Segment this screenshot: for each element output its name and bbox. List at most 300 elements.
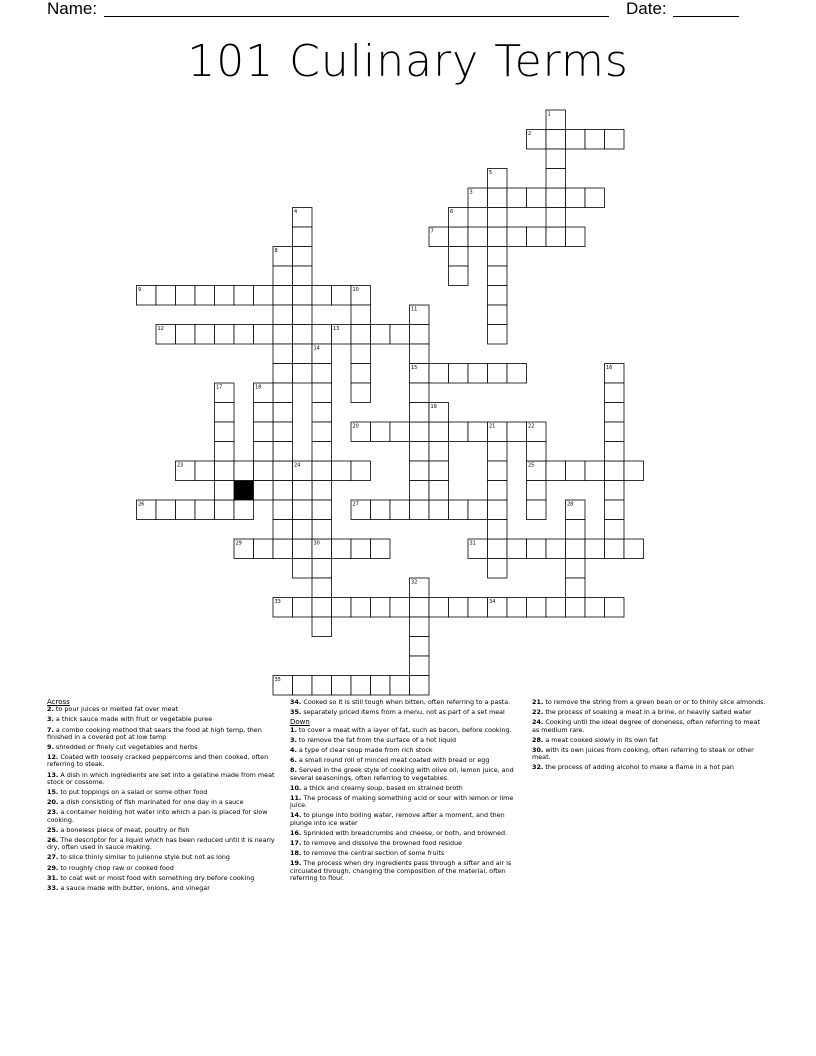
grid-cell[interactable] — [566, 520, 586, 540]
grid-cell[interactable] — [371, 598, 391, 618]
grid-cell[interactable] — [273, 364, 293, 384]
grid-cell[interactable] — [254, 461, 274, 481]
grid-cell[interactable] — [546, 461, 566, 481]
clue-item — [290, 860, 518, 882]
grid-cell[interactable] — [273, 500, 293, 520]
grid-cell[interactable] — [293, 364, 313, 384]
grid-cell[interactable] — [312, 442, 332, 462]
clue-item — [47, 827, 275, 834]
grid-cell[interactable] — [410, 481, 430, 501]
grid-cell[interactable] — [273, 325, 293, 345]
grid-cell[interactable] — [390, 676, 410, 696]
grid-clue-number: 29 — [235, 540, 242, 547]
grid-cell[interactable] — [332, 461, 352, 481]
grid-cell[interactable] — [605, 130, 625, 150]
grid-cell[interactable] — [585, 188, 605, 208]
clue-number: 21. — [532, 698, 544, 706]
grid-cell[interactable] — [488, 442, 508, 462]
clues-column-2 — [290, 699, 518, 885]
grid-cell[interactable] — [566, 539, 586, 559]
grid-cell[interactable] — [215, 500, 235, 520]
grid-cell[interactable] — [312, 461, 332, 481]
grid-cell[interactable] — [488, 500, 508, 520]
grid-cell[interactable] — [605, 442, 625, 462]
grid-cell[interactable] — [273, 442, 293, 462]
grid-cell[interactable] — [624, 539, 644, 559]
clue-item — [47, 809, 275, 823]
grid-cell[interactable] — [488, 520, 508, 540]
grid-clue-number: 8 — [274, 248, 278, 254]
grid-clue-number: 27 — [352, 501, 359, 508]
grid-cell[interactable] — [507, 364, 527, 384]
grid-cell[interactable] — [488, 286, 508, 306]
clue-text: to coat wet or moist food with something dry before cooking — [58, 873, 255, 882]
grid-cell[interactable] — [488, 188, 508, 208]
grid-cell[interactable] — [371, 539, 391, 559]
clue-item — [290, 812, 518, 826]
grid-cell[interactable] — [429, 481, 449, 501]
grid-cell[interactable] — [273, 461, 293, 481]
grid-cell[interactable] — [507, 227, 527, 247]
grid-clue-number: 35 — [274, 677, 281, 683]
clue-item — [47, 885, 275, 892]
grid-cell[interactable] — [605, 539, 625, 559]
grid-cell[interactable] — [351, 325, 371, 345]
grid-cell[interactable] — [293, 559, 313, 579]
grid-cell[interactable] — [585, 598, 605, 618]
grid-cell[interactable] — [293, 344, 313, 364]
grid-cell[interactable] — [254, 481, 274, 501]
clue-number: 14. — [290, 811, 302, 820]
grid-cell[interactable] — [488, 247, 508, 267]
clues-column-1 — [47, 699, 275, 895]
grid-cell[interactable] — [293, 286, 313, 306]
grid-clue-number: 13 — [333, 326, 340, 332]
clue-item — [47, 865, 275, 872]
clue-text: to remove and dissolve the browned food residue — [301, 839, 463, 848]
clue-text: a boneless piece of meat, poultry or fish — [58, 825, 190, 834]
grid-cell[interactable] — [527, 481, 547, 501]
grid-cell[interactable] — [176, 286, 196, 306]
grid-cell[interactable] — [585, 130, 605, 150]
grid-cell[interactable] — [312, 325, 332, 345]
grid-cell[interactable] — [605, 403, 625, 423]
grid-cell[interactable] — [273, 481, 293, 501]
grid-cell[interactable] — [488, 266, 508, 286]
grid-cell[interactable] — [566, 598, 586, 618]
grid-cell[interactable] — [585, 461, 605, 481]
clue-item — [290, 767, 518, 781]
grid-cell[interactable] — [488, 227, 508, 247]
grid-cell[interactable] — [312, 617, 332, 637]
grid-cell[interactable] — [293, 247, 313, 267]
grid-cell[interactable] — [468, 500, 488, 520]
grid-clue-number: 5 — [489, 170, 493, 176]
grid-cell[interactable] — [234, 461, 254, 481]
grid-cell[interactable] — [605, 500, 625, 520]
grid-cell[interactable] — [195, 286, 215, 306]
grid-cell[interactable] — [273, 286, 293, 306]
clue-text: to pour juices or melted fat over meat — [53, 705, 179, 714]
grid-clue-number: 21 — [489, 423, 496, 430]
grid-cell[interactable] — [527, 500, 547, 520]
grid-cell[interactable] — [468, 598, 488, 618]
grid-clue-number: 24 — [294, 462, 301, 469]
clue-text: with its own juices from cooking, often referring to steak or other meat. — [532, 746, 754, 762]
grid-cell[interactable] — [468, 364, 488, 384]
grid-cell[interactable] — [293, 598, 313, 618]
grid-cell[interactable] — [195, 461, 215, 481]
grid-clue-number: 19 — [430, 404, 437, 410]
grid-cell[interactable] — [624, 461, 644, 481]
clue-text: a meat cooked slowly in its own fat — [543, 735, 658, 744]
grid-clue-number: 9 — [138, 287, 142, 293]
grid-cell[interactable] — [410, 676, 430, 696]
clue-number: 22. — [532, 708, 544, 717]
grid-cell[interactable] — [351, 383, 371, 403]
grid-cell[interactable] — [293, 266, 313, 286]
grid-cell[interactable] — [312, 676, 332, 696]
clue-text: a type of clear soup made from rich stock — [296, 746, 433, 755]
grid-cell[interactable] — [390, 598, 410, 618]
grid-clue-number: 15 — [411, 365, 418, 371]
date-label: Date: — [626, 0, 667, 18]
grid-cell[interactable] — [507, 188, 527, 208]
grid-cell[interactable] — [527, 539, 547, 559]
grid-cell[interactable] — [605, 461, 625, 481]
grid-cell[interactable] — [390, 325, 410, 345]
clue-text: Cooked so it is still tough when bitten, often referring to a pasta. — [301, 698, 511, 706]
clue-number: 29. — [47, 863, 59, 872]
grid-clue-number: 23 — [177, 462, 184, 469]
grid-cell[interactable] — [429, 422, 449, 442]
grid-cell[interactable] — [546, 208, 566, 228]
grid-cell[interactable] — [410, 403, 430, 423]
grid-cell[interactable] — [312, 559, 332, 579]
clue-item — [290, 850, 518, 857]
grid-cell[interactable] — [215, 286, 235, 306]
grid-cell[interactable] — [273, 266, 293, 286]
grid-cell[interactable] — [351, 344, 371, 364]
clue-number: 26. — [47, 836, 59, 845]
grid-cell[interactable] — [293, 539, 313, 559]
grid-clue-number: 22 — [528, 423, 535, 430]
grid-cell[interactable] — [605, 520, 625, 540]
clue-number: 23. — [47, 808, 59, 817]
grid-cell[interactable] — [312, 578, 332, 598]
clue-text: a container holding hot water into which a pan is placed for slow cooking. — [47, 808, 268, 824]
grid-cell[interactable] — [215, 461, 235, 481]
grid-cell[interactable] — [312, 383, 332, 403]
grid-cell[interactable] — [527, 227, 547, 247]
grid-cell[interactable] — [410, 656, 430, 676]
grid-cell[interactable] — [410, 598, 430, 618]
clue-number: 27. — [47, 853, 59, 862]
grid-cell[interactable] — [215, 403, 235, 423]
grid-cell[interactable] — [546, 227, 566, 247]
grid-cell[interactable] — [390, 422, 410, 442]
grid-cell[interactable] — [215, 481, 235, 501]
grid-clue-number: 31 — [469, 540, 476, 547]
clue-item — [290, 727, 518, 734]
clue-text: a sauce made with butter, onions, and vinegar — [58, 884, 210, 893]
grid-cell[interactable] — [410, 442, 430, 462]
grid-clue-number: 12 — [157, 326, 164, 332]
grid-cell[interactable] — [449, 266, 469, 286]
grid-cell[interactable] — [488, 539, 508, 559]
grid-cell[interactable] — [234, 286, 254, 306]
grid-cell[interactable] — [293, 305, 313, 325]
grid-cell[interactable] — [371, 325, 391, 345]
grid-cell[interactable] — [566, 188, 586, 208]
clue-number: 33. — [47, 884, 59, 893]
grid-cell[interactable] — [566, 461, 586, 481]
grid-cell[interactable] — [351, 364, 371, 384]
clue-text: separately priced items from a menu, not as part of a set meal — [301, 708, 505, 717]
grid-cell[interactable] — [351, 598, 371, 618]
grid-cell[interactable] — [176, 325, 196, 345]
grid-cell[interactable] — [605, 481, 625, 501]
grid-cell[interactable] — [410, 617, 430, 637]
grid-cell[interactable] — [312, 364, 332, 384]
clue-number: 9. — [47, 743, 54, 752]
clue-item — [290, 785, 518, 792]
clue-text: a thick and creamy soup, based on strained broth — [301, 783, 463, 792]
grid-clue-number: 14 — [313, 345, 320, 352]
grid-cell[interactable] — [215, 325, 235, 345]
grid-cell[interactable] — [273, 344, 293, 364]
grid-cell[interactable] — [332, 286, 352, 306]
grid-cell[interactable] — [527, 442, 547, 462]
grid-cell[interactable] — [488, 305, 508, 325]
grid-cell[interactable] — [293, 676, 313, 696]
clue-number: 10. — [290, 783, 302, 792]
grid-cell[interactable] — [429, 442, 449, 462]
clue-number: 8. — [290, 766, 297, 775]
grid-cell[interactable] — [566, 227, 586, 247]
clue-item — [47, 772, 275, 786]
grid-cell[interactable] — [312, 422, 332, 442]
grid-clue-number: 18 — [255, 384, 262, 391]
grid-cell[interactable] — [371, 676, 391, 696]
grid-clue-number: 10 — [352, 287, 359, 293]
grid-cell[interactable] — [410, 344, 430, 364]
grid-cell[interactable] — [254, 286, 274, 306]
grid-cell[interactable] — [410, 500, 430, 520]
grid-cell[interactable] — [254, 539, 274, 559]
clue-text: Cooking until the ideal degree of doneness, often referring to meat as medium rare. — [532, 718, 760, 734]
grid-cell[interactable] — [410, 637, 430, 657]
grid-cell[interactable] — [449, 598, 469, 618]
clue-item — [532, 737, 768, 744]
grid-cell[interactable] — [488, 559, 508, 579]
clue-text: shredded or finely cut vegetables and herbs — [53, 743, 198, 752]
clue-text: to slice thinly similar to julienne style but not as long — [58, 853, 230, 862]
grid-cell[interactable] — [507, 422, 527, 442]
grid-cell[interactable] — [605, 422, 625, 442]
grid-cell[interactable] — [429, 364, 449, 384]
grid-cell[interactable] — [351, 676, 371, 696]
grid-cell[interactable] — [293, 325, 313, 345]
grid-clue-number: 2 — [528, 131, 532, 137]
grid-cell[interactable] — [293, 520, 313, 540]
grid-cell[interactable] — [585, 539, 605, 559]
grid-cell[interactable] — [312, 520, 332, 540]
grid-clue-number: 28 — [567, 501, 574, 508]
grid-cell[interactable] — [176, 500, 196, 520]
grid-cell[interactable] — [215, 422, 235, 442]
clue-number: 20. — [47, 798, 59, 807]
grid-cell[interactable] — [312, 500, 332, 520]
clue-number: 19. — [290, 859, 302, 868]
grid-cell[interactable] — [546, 539, 566, 559]
grid-cell[interactable] — [273, 403, 293, 423]
clue-text: Coated with loosely cracked peppercorns and then cooked, often referring to steak. — [47, 753, 269, 769]
clue-number: 16. — [290, 828, 302, 837]
page-title: 101 Culinary Terms — [187, 36, 629, 87]
grid-cell[interactable] — [215, 442, 235, 462]
grid-cell[interactable] — [488, 481, 508, 501]
grid-cell[interactable] — [488, 364, 508, 384]
grid-cell[interactable] — [449, 364, 469, 384]
grid-cell[interactable] — [312, 286, 332, 306]
grid-cell[interactable] — [273, 305, 293, 325]
grid-cell[interactable] — [507, 539, 527, 559]
grid-cell[interactable] — [254, 442, 274, 462]
clue-item — [290, 747, 518, 754]
grid-cell[interactable] — [254, 325, 274, 345]
clue-item — [290, 709, 518, 716]
grid-cell[interactable] — [507, 598, 527, 618]
grid-cell[interactable] — [488, 461, 508, 481]
name-label: Name: — [47, 0, 98, 18]
grid-cell[interactable] — [566, 130, 586, 150]
clue-item — [47, 875, 275, 882]
grid-cell[interactable] — [273, 383, 293, 403]
clue-number: 17. — [290, 839, 302, 848]
grid-cell[interactable] — [429, 500, 449, 520]
clue-number: 11. — [290, 794, 302, 803]
grid-cell[interactable] — [371, 500, 391, 520]
grid-cell[interactable] — [566, 559, 586, 579]
grid-cell[interactable] — [273, 520, 293, 540]
grid-clue-number: 33 — [274, 599, 281, 605]
grid-cell[interactable] — [254, 422, 274, 442]
grid-cell[interactable] — [156, 500, 176, 520]
grid-cell[interactable] — [527, 188, 547, 208]
clue-item — [290, 830, 518, 837]
clue-number: 15. — [47, 788, 59, 797]
clue-item — [290, 737, 518, 744]
grid-clue-number: 26 — [138, 501, 145, 508]
grid-cell[interactable] — [195, 500, 215, 520]
grid-cell[interactable] — [449, 500, 469, 520]
clues-column-3 — [532, 699, 768, 775]
grid-cell[interactable] — [293, 500, 313, 520]
grid-cell[interactable] — [410, 461, 430, 481]
grid-cell[interactable] — [546, 188, 566, 208]
grid-cell[interactable] — [429, 598, 449, 618]
grid-clue-number: 16 — [606, 365, 613, 371]
grid-cell[interactable] — [429, 461, 449, 481]
grid-cell[interactable] — [234, 325, 254, 345]
grid-cell[interactable] — [156, 286, 176, 306]
grid-cell[interactable] — [195, 325, 215, 345]
clue-text: Served in the greek style of cooking with olive oil, lemon juice, and several seasonings, often referring to vegetables. — [290, 766, 514, 782]
grid-cell[interactable] — [605, 598, 625, 618]
clue-text: to remove the fat from the surface of a hot liquid — [296, 735, 457, 744]
grid-cell[interactable] — [488, 208, 508, 228]
clue-number: 3. — [290, 735, 297, 744]
grid-clue-number: 1 — [547, 111, 551, 118]
clue-item — [47, 799, 275, 806]
grid-cell[interactable] — [527, 598, 547, 618]
clue-number: 24. — [532, 718, 544, 727]
grid-cell[interactable] — [273, 539, 293, 559]
grid-cell[interactable] — [332, 539, 352, 559]
clue-text: a dish consisting of fish marinated for one day in a sauce — [58, 798, 244, 807]
clue-text: the process of adding alcohol to make a flame in a hot pan — [543, 763, 734, 772]
grid-clue-number: 3 — [469, 189, 473, 196]
grid-cell[interactable] — [468, 227, 488, 247]
grid-cell[interactable] — [488, 325, 508, 345]
grid-cell[interactable] — [546, 130, 566, 150]
grid-cell[interactable] — [410, 422, 430, 442]
grid-cell[interactable] — [332, 598, 352, 618]
clue-item — [290, 699, 518, 706]
clue-item — [532, 764, 768, 771]
grid-cell[interactable] — [449, 247, 469, 267]
grid-cell[interactable] — [293, 227, 313, 247]
clue-text: The descriptor for a liquid which has been reduced until it is nearly dry, often used in sauce making. — [47, 836, 275, 852]
grid-cell[interactable] — [351, 539, 371, 559]
grid-cell[interactable] — [449, 227, 469, 247]
clue-number: 6. — [290, 756, 297, 765]
grid-cell[interactable] — [351, 461, 371, 481]
grid-clue-number: 11 — [411, 306, 418, 313]
grid-cell[interactable] — [546, 169, 566, 189]
clue-number: 32. — [532, 763, 544, 772]
grid-cell[interactable] — [449, 422, 469, 442]
grid-cell[interactable] — [605, 383, 625, 403]
grid-cell[interactable] — [566, 578, 586, 598]
clue-text: to put toppings on a salad or some other food — [58, 788, 208, 797]
grid-cell[interactable] — [312, 481, 332, 501]
grid-cell[interactable] — [273, 422, 293, 442]
grid-cell[interactable] — [351, 305, 371, 325]
grid-cell[interactable] — [312, 403, 332, 423]
clue-number: 13. — [47, 770, 59, 779]
grid-clue-number: 32 — [411, 579, 418, 586]
grid-cell[interactable] — [332, 676, 352, 696]
grid-cell[interactable] — [234, 500, 254, 520]
grid-cell[interactable] — [371, 422, 391, 442]
grid-cell[interactable] — [410, 325, 430, 345]
clue-number: 4. — [290, 746, 297, 755]
grid-cell[interactable] — [546, 149, 566, 169]
grid-cell[interactable] — [410, 383, 430, 403]
grid-clue-number: 6 — [450, 209, 454, 215]
grid-cell[interactable] — [312, 598, 332, 618]
grid-cell[interactable] — [546, 598, 566, 618]
grid-cell[interactable] — [468, 422, 488, 442]
grid-cell[interactable] — [254, 403, 274, 423]
grid-cell[interactable] — [293, 481, 313, 501]
clue-text: to remove the string from a green bean or or to thinly slice almonds. — [543, 698, 766, 706]
clue-number: 1. — [290, 725, 297, 734]
grid-cell[interactable] — [390, 500, 410, 520]
clue-item — [47, 727, 275, 741]
